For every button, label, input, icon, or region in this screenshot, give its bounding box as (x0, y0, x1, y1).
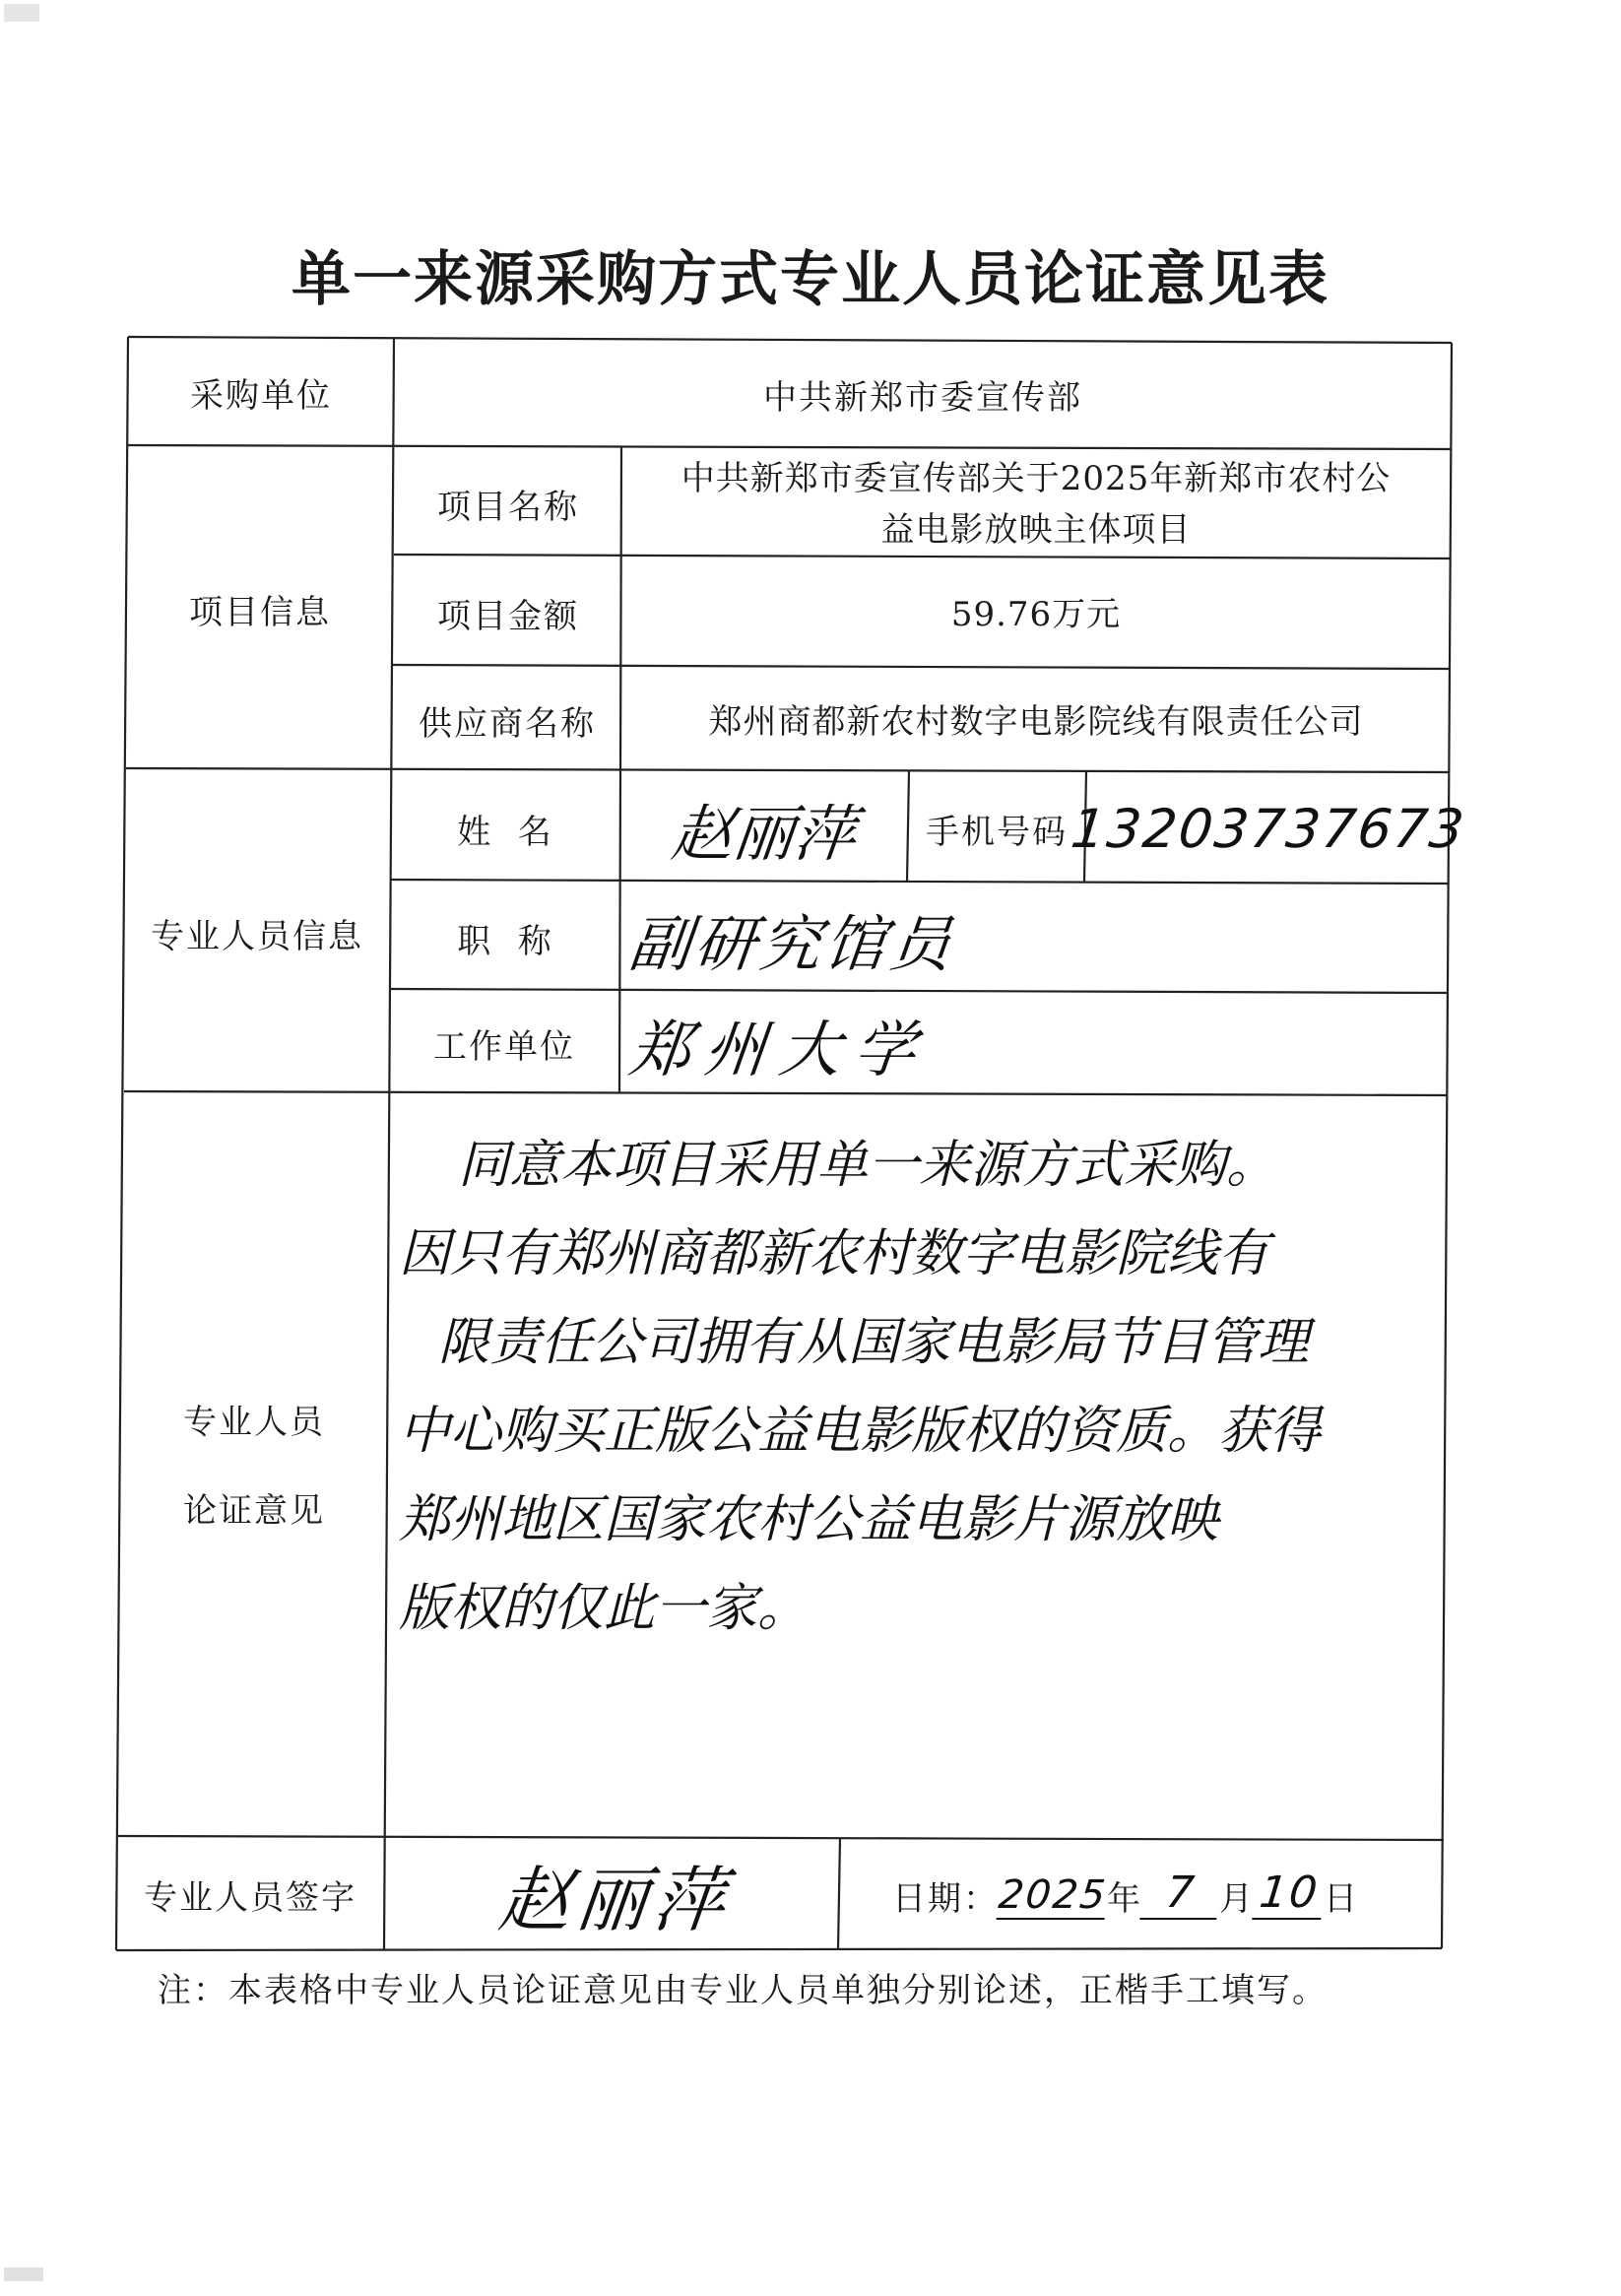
phone-label: 手机号码 (926, 812, 1068, 852)
opinion-line: 因只有郑州商都新农村数字电影院线有 (399, 1224, 1270, 1283)
expert-title-label: 职 称 (457, 921, 553, 961)
date-month: 7 (1139, 1868, 1222, 1920)
date-day: 10 (1252, 1868, 1327, 1920)
project-amount-value: 59.76万元 (950, 595, 1122, 634)
supplier-value: 郑州商都新农村数字电影院线有限责任公司 (708, 702, 1364, 742)
expert-section-label: 专业人员信息 (151, 916, 363, 956)
signature-value: 赵丽萍 (494, 1859, 735, 1941)
form-title: 单一来源采购方式专业人员论证意见表 (292, 245, 1329, 314)
supplier-label: 供应商名称 (419, 703, 596, 744)
signature-date (892, 1868, 1359, 1920)
project-name-line1: 中共新郑市委宣传部关于2025年新郑市农村公 (681, 459, 1392, 498)
workplace-label: 工作单位 (433, 1026, 575, 1067)
date-month-unit: 月 (1219, 1879, 1255, 1919)
opinion-line: 郑州地区国家农村公益电影片源放映 (399, 1490, 1219, 1549)
purchaser-value: 中共新郑市委宣传部 (763, 377, 1082, 418)
opinion-line: 限责任公司拥有从国家电影局节目管理 (438, 1313, 1310, 1372)
workplace-value: 郑州大学 (625, 1013, 934, 1085)
opinion-label-line1: 专业人员 (183, 1403, 325, 1442)
opinion-label (122, 1095, 386, 1838)
workplace-handwriting (625, 997, 934, 1091)
expert-title-handwriting (625, 891, 959, 986)
date-label: 日期： (892, 1879, 999, 1919)
expert-name-handwriting (622, 774, 906, 883)
signature-label: 专业人员签字 (144, 1877, 357, 1918)
expert-name-label: 姓 名 (457, 812, 553, 852)
expert-title-value: 副研究馆员 (625, 907, 959, 980)
opinion-label-line2: 论证意见 (183, 1491, 325, 1531)
project-name-line2: 益电影放映主体项目 (880, 510, 1192, 550)
footnote: 注：本表格中专业人员论证意见由专业人员单独分别论述，正楷手工填写。 (158, 1971, 1328, 2010)
phone-handwriting (1068, 774, 1469, 883)
project-name-label: 项目名称 (437, 487, 579, 527)
project-amount-label: 项目金额 (437, 596, 579, 636)
date-year: 2025 (996, 1872, 1110, 1918)
opinion-line: 中心购买正版公益电影版权的资质。获得 (399, 1402, 1322, 1461)
opinion-line: 同意本项目采用单一来源方式采购。 (458, 1136, 1278, 1195)
date-year-unit: 年 (1107, 1879, 1142, 1919)
purchaser-label: 采购单位 (190, 375, 332, 416)
project-name-value (622, 451, 1450, 558)
phone-value: 13203737673 (1068, 797, 1469, 860)
opinion-line: 版权的仅此一家。 (399, 1579, 810, 1638)
project-section-label: 项目信息 (189, 592, 331, 632)
opinion-handwriting (399, 1121, 1438, 1653)
expert-name-value: 赵丽萍 (668, 797, 860, 870)
signature-handwriting (394, 1840, 837, 1948)
date-day-unit: 日 (1324, 1879, 1359, 1919)
